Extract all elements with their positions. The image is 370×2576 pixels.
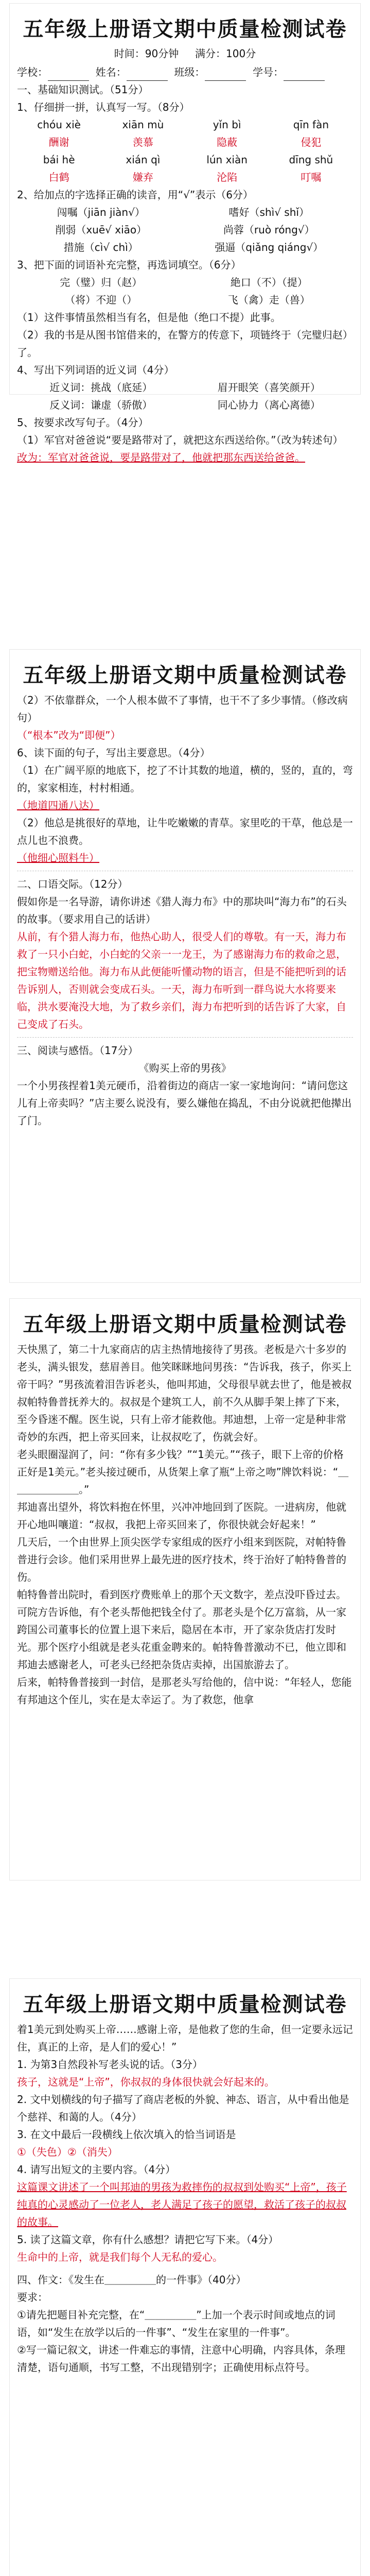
r5-question: 5. 读了这篇文章，你有什么感想？请把它写下来。（4分） bbox=[17, 2233, 279, 2246]
r1-answer: 孩子，这就是“上帝”，你叔叔的身体很快就会好起来的。 bbox=[17, 2076, 275, 2088]
q6-sentence-1: （1）在广阔平原的地底下，挖了不计其数的地道，横的，竖的，直的，弯的，家家相连，村村相通。 bbox=[17, 764, 353, 794]
q5-question: （1）军官对爸爸说“要是路带对了，就把这东西送给你。”（改为转述句） bbox=[17, 434, 343, 446]
exam-meta-1: 时间：90分钟 满分：100分 bbox=[114, 47, 256, 60]
divider bbox=[17, 1037, 353, 1038]
q2-row-1: 闯嘱（jiān jiàn√） 嗜好（shì√ shǐ） bbox=[57, 206, 309, 218]
q3-row-1: 完（璧）归（赵） 絶口（不）（提） bbox=[60, 276, 308, 289]
exam-page-4 bbox=[9, 1978, 361, 2576]
reading-paragraph-f: 后来，帕特鲁普接到一封信，是那老头写给他的，信中说：“年轻人，您能有邦迪这个侄儿，实在是太幸运了。为了救您，他拿 bbox=[17, 1676, 352, 1706]
exam-meta-2: 学校： 姓名： 班级： 学号： bbox=[17, 63, 353, 81]
q2-row-2: 削弱（xuē√ xiāo） 尚蓉（ruò róng√） bbox=[55, 224, 315, 236]
q3-instruction: 3、把下面的词语补充完整，再选词填空。（6分） bbox=[17, 259, 241, 271]
reading-paragraph-a: 天快黑了，第二十九家商店的店主热情地接待了男孩。老板是六十多岁的老头，满头银发，慈眉善目。他笑眯眯地问男孩：“告诉我，孩子，你买上帝干吗？”男孩流着泪告诉老头，他叫邦迪，父母很早就去世了，他是被叔叔帕特鲁普抚养大的。叔叔是个建筑工人，前不久从脚手架上摔了下来，至今昏迷不醒。医生说，只有上帝才能救他。邦迪想，上帝一定是种非常奇妙的东西，把上帝买回来，让叔叔吃了，伤就会好。 bbox=[17, 1343, 352, 1443]
oral-task: 假如你是一名导游，请你讲述《猎人海力布》中的那块叫“海力布”的石头的故事。（要求用自己的话讲） bbox=[17, 895, 347, 925]
q5-instruction: 5、按要求改写句子。（4分） bbox=[17, 416, 149, 429]
r4-answer: 这篇课文讲述了一个叫邦迪的男孩为救摔伤的叔叔到处购买“上帝”，孩子纯真的心灵感动了一位老人，老人满足了孩子的愿望，救活了孩子的叔叔的故事。 bbox=[17, 2181, 347, 2228]
q1-instruction: 1、仔细拼一拼，认真写一写。（8分） bbox=[17, 101, 190, 113]
page-title: 五年级上册语文期中质量检测试卷 bbox=[23, 1313, 347, 1336]
reading-paragraph-d: 几天后，一个由世界上顶尖医学专家组成的医疗小组来到医院，对帕特鲁普进行会诊。他们采用世界上最先进的医疗技术，终于治好了帕特鲁普的伤。 bbox=[17, 1536, 346, 1583]
q2-row-3: 措施（cì√ chì） 强逼（qiǎng qiáng√） bbox=[63, 241, 324, 253]
exam-page-2 bbox=[9, 649, 361, 1283]
q6-answer-1: （地道四通八达） bbox=[17, 799, 99, 811]
q2-sentence: （2）不依靠群众，一个人根本做不了事情，也干不了多少事情。（修改病句） bbox=[17, 694, 348, 724]
q3-sentence-1: （1）这件事情虽然相当有名，但是他（绝口不提）此事。 bbox=[17, 311, 281, 324]
r2-question: 2. 文中划横线的句子描写了商店老板的外貌、神态、语言，从中看出他是个慈祥、和蔼的人。（4分） bbox=[17, 2093, 349, 2123]
pinyin-row-1: chóu xiè xiān mù yǐn bì qīn fàn bbox=[37, 118, 329, 131]
r4-question: 4. 请写出短文的主要内容。（4分） bbox=[17, 2163, 176, 2176]
oral-answer: 从前，有个猎人海力布，他热心助人，很受人们的尊敬。有一天，海力布救了一只小白蛇，小白蛇的父亲一一龙王，为了感谢海力布的救命之恩，把宝物赠送给他。海力布从此便能听懂动物的语言，但是不能把听到的话告诉别人，否则就会变成石头。一天，海力布听到一群鸟说大水将要来临，洪水要淹没大地，为了救乡亲们，海力布把听到的话告诉了大家，自己变成了石头。 bbox=[17, 930, 346, 1030]
section-4-heading: 四、作文：《发生在＿＿＿＿＿的一件事》（40分） bbox=[17, 2274, 246, 2286]
section-2-heading: 二、口语交际。（12分） bbox=[17, 878, 128, 890]
q3-row-2: （将）不迎（） 飞（禽）走（兽） bbox=[65, 294, 310, 306]
number-blank bbox=[284, 69, 325, 81]
q4-row-2: 反义词：谦虚（骄傲） 同心协力（离心离德） bbox=[49, 399, 321, 411]
exam-page-1 bbox=[9, 3, 361, 464]
answer-row-1: 酬谢 羡慕 隐蔽 侵犯 bbox=[48, 136, 322, 148]
r3-question: 3. 在文中最后一段横线上依次填入的恰当词语是 bbox=[17, 2128, 236, 2141]
section-1-heading: 一、基础知识测试。（51分） bbox=[17, 83, 149, 96]
page-title: 五年级上册语文期中质量检测试卷 bbox=[23, 1993, 347, 2016]
class-blank bbox=[205, 69, 246, 81]
reading-paragraph-b: 老头眼圈湿润了，问：“你有多少钱？”“1美元。”“孩子，眼下上帝的价格正好是1美元。”老头接过硬币，从货架上拿了瓶“上帝之吻”牌饮料说：“＿＿＿＿＿＿＿。” bbox=[17, 1448, 349, 1496]
q6-answer-2: （他细心照料牛） bbox=[17, 852, 99, 864]
page-title: 五年级上册语文期中质量检测试卷 bbox=[23, 664, 347, 687]
reading-title: 《购买上帝的男孩》 bbox=[138, 1062, 232, 1074]
q3-sentence-2: （2）我的书是从图书馆借来的，在警方的传意下，项链终于（完璧归赵）了。 bbox=[17, 329, 353, 359]
section-3-heading: 三、阅读与感悟。（17分） bbox=[17, 1044, 138, 1057]
name-blank bbox=[127, 69, 168, 81]
spacer bbox=[17, 2266, 353, 2271]
r5-answer: 生命中的上帝，就是我们每个人无私的爱心。 bbox=[17, 2251, 223, 2263]
q6-instruction: 6、读下面的句子，写出主要意思。（4分） bbox=[17, 747, 210, 759]
q2-answer: （“根本”改为“即便”） bbox=[17, 729, 121, 741]
page-title: 五年级上册语文期中质量检测试卷 bbox=[23, 18, 347, 41]
r3-answer: ①（失色）②（消失） bbox=[17, 2146, 118, 2158]
reading-paragraph-e: 帕特鲁普出院时，看到医疗费账单上的那个天文数字，差点没吓昏过去。可院方告诉他，有个老头帮他把钱全付了。那老头是个亿万富翁，从一家跨国公司董事长的位置上退下来后，隐居在本市，开了家杂货店打发时光。那个医疗小组就是老头花重金聘来的。帕特鲁普激动不已，他立即和邦迪去感谢老人，可老头已经把杂货店卖掉，出国旅游去了。 bbox=[17, 1588, 346, 1671]
reading-ending: 着1美元到处购买上帝……感谢上帝，是他救了您的生命，但一定要永远记住，真正的上帝，是人们的爱心！” bbox=[17, 2023, 353, 2053]
answer-row-2: 白鹤 嫌弃 沦陷 叮嘱 bbox=[48, 171, 322, 183]
exam-page-3 bbox=[9, 1298, 361, 1880]
reading-paragraph-c: 邦迪喜出望外，将饮料抱在怀里，兴冲冲地回到了医院。一进病房，他就开心地叫嚷道：“叔叔，我把上帝买回来了，你很快就会好起来！” bbox=[17, 1501, 346, 1531]
q5-answer: 改为：军官对爸爸说，要是路带对了，他就把那东西送给爸爸。 bbox=[17, 451, 305, 464]
essay-requirement-2: ②写一篇记叙文，讲述一件难忘的事情，注意中心明确，内容具体，条理清楚，语句通顺，书写工整，不出现错别字；正确使用标点符号。 bbox=[17, 2344, 345, 2374]
q4-instruction: 4、写出下列词语的近义词（4分） bbox=[17, 364, 174, 376]
pinyin-row-2: bái hè xián qì lún xiàn dīng shǔ bbox=[43, 154, 333, 166]
essay-requirements-label: 要求： bbox=[17, 2291, 48, 2303]
reading-paragraph: 一个小男孩捏着1美元硬币，沿着街边的商店一家一家地询问：“请问您这儿有上帝卖吗？”店主要么说没有，要么嫌他在捣乱，不由分说就把他撵出了门。 bbox=[17, 1079, 352, 1127]
school-blank bbox=[48, 69, 89, 81]
r1-question: 1. 为第3自然段补写老头说的话。（3分） bbox=[17, 2058, 203, 2071]
essay-requirement-1: ①请先把题目补充完整，在“＿＿＿＿＿”上加一个表示时间或地点的词语，如“发生在放学以后的一件事”、“发生在家里的一件事”。 bbox=[17, 2309, 336, 2338]
q4-row-1: 近义词：挑战（底延） 眉开眼笑（喜笑颜开） bbox=[49, 381, 321, 394]
q2-instruction: 2、给加点的字选择正确的读音，用“√”表示（6分） bbox=[17, 189, 253, 201]
q6-sentence-2: （2）他总是挑很好的草地，让牛吃嫩嫩的青草。家里吃的干草，他总是一点儿也不浪费。 bbox=[17, 817, 353, 846]
